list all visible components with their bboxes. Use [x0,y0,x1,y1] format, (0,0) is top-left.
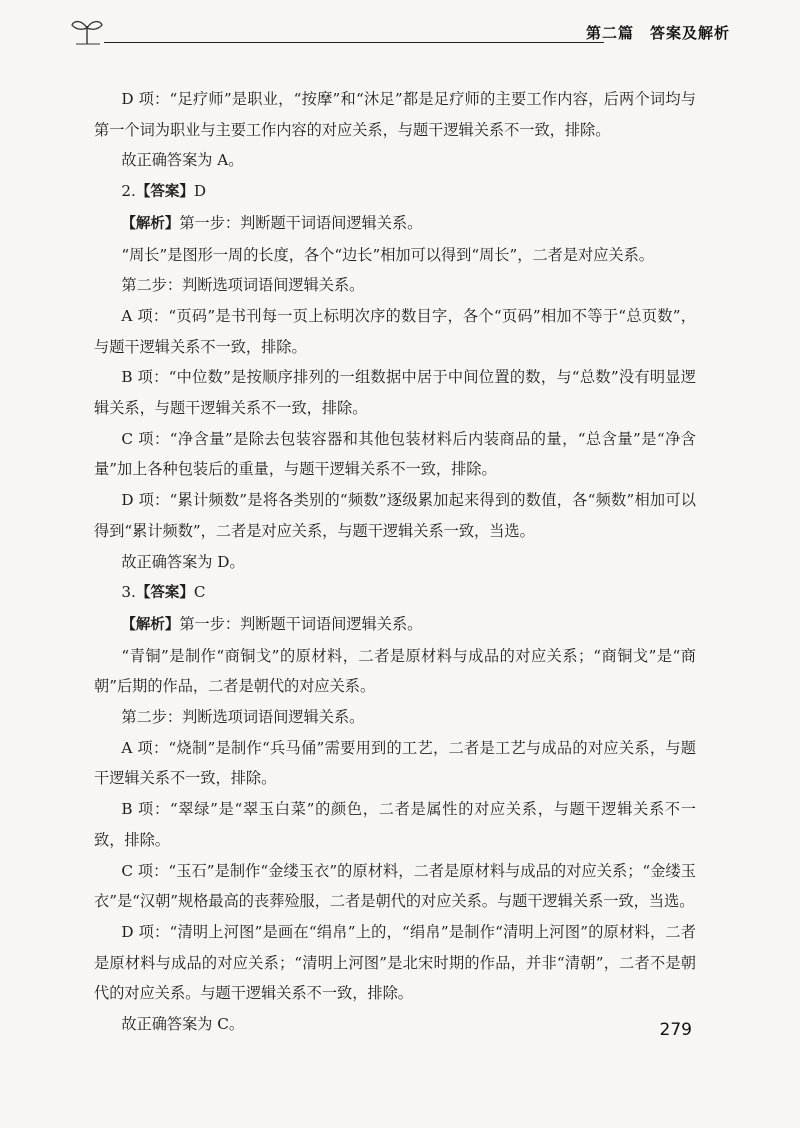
paragraph: 故正确答案为 D。 [121,552,245,571]
paragraph: B 项：“翠绿”是“翠玉白菜”的颜色，二者是属性的对应关系，与题干逻辑关系不一致，排除。 [94,800,696,849]
analysis-text: 第一步：判断题干词语间逻辑关系。 [179,213,423,232]
page-number: 279 [659,1020,692,1040]
answer-value: D [193,182,207,201]
paragraph: C 项：“玉石”是制作“金缕玉衣”的原材料，二者是原材料与成品的对应关系；“金缕玉衣”是“汉朝”规格最高的丧葬殓服，二者是朝代的对应关系。与题干逻辑关系一致，当选。 [94,861,696,911]
analysis-line-q2 [94,208,696,240]
paragraph: C 项：“净含量”是除去包装容器和其他包装材料后内装商品的量，“总含量”是“净含量”加上各种包装后的重量，与题干逻辑关系不一致，排除。 [94,429,696,479]
answer-line-q2 [94,176,696,208]
paragraph: 故正确答案为 C。 [121,1015,245,1034]
paragraph: 故正确答案为 A。 [121,151,244,170]
page-header [70,14,730,50]
paragraph: 第二步：判断选项词语间逻辑关系。 [121,708,365,727]
paragraph: D 项：“足疗师”是职业，“按摩”和“沐足”都是足疗师的主要工作内容，后两个词均与第一个词为职业与主要工作内容的对应关系，与题干逻辑关系不一致，排除。 [94,90,696,139]
answer-tag: 【答案】 [135,184,194,201]
paragraph: D 项：“清明上河图”是画在“绢帛”上的，“绢帛”是制作“清明上河图”的原材料，二者是原材料与成品的对应关系；“清明上河图”是北宋时期的作品，并非“清朝”，二者不是朝代的对应关系。与题干逻辑关系不一致，排除。 [94,922,696,1003]
answer-line-q3 [94,577,696,609]
analysis-line-q3 [94,609,696,641]
header-rule [104,42,604,43]
page-body [94,84,696,1040]
analysis-tag: 【解析】 [121,215,180,232]
answer-tag: 【答案】 [135,585,194,602]
paragraph: “周长”是图形一周的长度，各个“边长”相加可以得到“周长”，二者是对应关系。 [121,245,654,264]
paragraph: “青铜”是制作“商铜戈”的原材料，二者是原材料与成品的对应关系；“商铜戈”是“商朝”后期的作品，二者是朝代的对应关系。 [94,646,696,696]
question-number: 3. [121,583,136,602]
paragraph: D 项：“累计频数”是将各类别的“频数”逐级累加起来得到的数值，各“频数”相加可以得到“累计频数”，二者是对应关系，与题干逻辑关系一致，当选。 [94,491,696,540]
chapter-title: 第二篇 答案及解析 [585,24,730,42]
question-number: 2. [121,182,136,201]
analysis-text: 第一步：判断题干词语间逻辑关系。 [179,614,423,633]
analysis-tag: 【解析】 [121,616,180,633]
paragraph: A 项：“烧制”是制作“兵马俑”需要用到的工艺，二者是工艺与成品的对应关系，与题干逻辑关系不一致，排除。 [94,738,696,788]
answer-value: C [193,583,206,602]
paragraph: A 项：“页码”是书刊每一页上标明次序的数目字，各个“页码”相加不等于“总页数”，与题干逻辑关系不一致，排除。 [94,306,696,356]
sprout-icon [70,16,104,46]
paragraph: B 项：“中位数”是按顺序排列的一组数据中居于中间位置的数，与“总数”没有明显逻辑关系，与题干逻辑关系不一致，排除。 [94,368,696,418]
paragraph: 第二步：判断选项词语间逻辑关系。 [121,276,365,295]
